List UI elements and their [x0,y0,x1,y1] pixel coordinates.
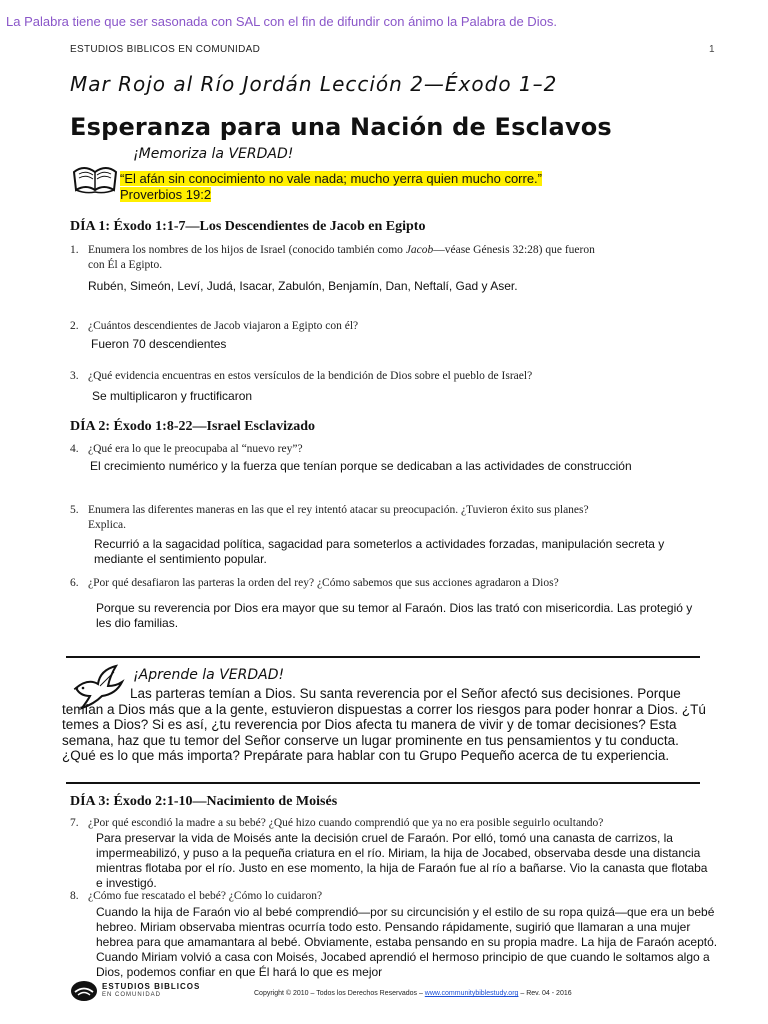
question-7 [70,816,710,831]
day-1-heading: DÍA 1: Éxodo 1:1-7—Los Descendientes de Jacob en Egipto [70,219,426,234]
answer-4: El crecimiento numérico y la fuerza que tenían porque se dedicaban a las actividades de construcción [90,459,632,473]
question-text: ¿Por qué escondió la madre a su bebé? ¿Qué hizo cuando comprendió que ya no era posible seguirlo ocultando? [88,817,604,829]
question-number: 5. [70,504,79,516]
question-text-line2: con Él a Egipto. [88,259,163,271]
question-3 [70,369,710,384]
question-number: 6. [70,577,79,589]
question-number: 3. [70,370,79,382]
question-2 [70,319,710,334]
question-number: 8. [70,890,79,902]
question-number: 7. [70,817,79,829]
learn-heading: ¡Aprende la VERDAD! [133,667,285,683]
day-3-heading: DÍA 3: Éxodo 2:1-10—Nacimiento de Moisés [70,794,338,809]
question-number: 4. [70,443,79,455]
question-text: ¿Qué era lo que le preocupaba al “nuevo rey”? [88,443,303,455]
top-note: La Palabra tiene que ser sasonada con SAL con el fin de difundir con ánimo la Palabra de Dios. [6,14,557,29]
memorize-heading: ¡Memoriza la VERDAD! [133,146,294,162]
page-number: 1 [709,44,715,55]
answer-2: Fueron 70 descendientes [91,337,227,351]
learn-body: Las parteras temían a Dios. Su santa reverencia por el Señor afectó sus decisiones. Porque temían a Dios más que a la gente, estuvieron dispuestas a correr los riesgos para poder honrar a Dios. ¿Tú temes a Dios? Si es así, ¿tu reverencia por Dios afecta tu manera de vivir y de tomar decisiones? Esta semana, haz que tu temor del Señor conserve un lugar prominente en tus pensamientos y tu conducta. ¿Qué es lo que más importa? Prepárate para hablar con tu Grupo Pequeño acerca de tu experiencia. [62,686,706,764]
question-4 [70,442,710,457]
answer-5: Recurrió a la sagacidad política, sagacidad para someterlos a actividades forzadas, manipulación secreta y mediante el sentimiento popular. [94,537,665,566]
memory-verse-reference: Proverbios 19:2 [120,187,212,202]
footer-logo-name: ESTUDIOS BIBLICOS [102,982,201,991]
memory-verse-text: “El afán sin conocimiento no vale nada; mucho yerra quien mucho corre.” [120,171,542,186]
learn-bottom-rule [66,782,700,784]
answer-6: Porque su reverencia por Dios era mayor que su temor al Faraón. Dios las trató con misericordia. Las protegió y les dio familias. [96,601,693,630]
question-text: ¿Cómo fue rescatado el bebé? ¿Cómo lo cuidaron? [88,890,323,902]
question-text: ¿Cuántos descendientes de Jacob viajaron a Egipto con él? [88,320,359,332]
header-org-name: ESTUDIOS BIBLICOS EN COMUNIDAD [70,44,261,55]
question-6 [70,576,710,591]
question-1 [70,243,710,273]
question-number: 1. [70,244,79,256]
day-2-heading: DÍA 2: Éxodo 1:8-22—Israel Esclavizado [70,419,315,434]
copyright-suffix: – Rev. 04 - 2016 [518,990,572,997]
question-text: ¿Por qué desafiaron las parteras la orden del rey? ¿Cómo sabemos que sus acciones agradaron a Dios? [88,577,559,589]
answer-7: Para preservar la vida de Moisés ante la decisión cruel de Faraón. Por elló, tomó una canasta de carrizos, la impermeabilizó, y puso a la pequeña criatura en el río. Miriam, la hija de Jocabed, observaba desde una distancia mientras flotaba por el río. Justo en ese momento, la hija de Faraón fue al río a bañarse. Vio la canasta que flotaba e investigó. [96,831,708,890]
question-text: ¿Qué evidencia encuentras en estos versículos de la bendición de Dios sobre el pueblo de Israel? [88,370,533,382]
learn-top-rule [66,656,700,658]
question-number: 2. [70,320,79,332]
question-italic: Jacob [405,244,434,256]
footer-copyright [254,990,572,997]
open-bible-icon [70,158,120,203]
question-text-line2: Explica. [88,519,126,531]
answer-8: Cuando la hija de Faraón vio al bebé comprendió—por su circuncisión y el estilo de su ropa quizá—que era un bebé hebreo. Miriam observaba mientras ocurría todo esto. Pensando rápidamente, sugirió que llamaran a una mujer hebrea para que amamantara al bebé. Obviamente, estaba pensando en su propia madre. La hija de Faraón aceptó. Cuando Miriam volvió a casa con Moisés, Jocabed aprendió el hermoso principio de que cuando le soltamos algo a Dios, podemos confiar en que Él hará lo que es mejor [96,905,718,979]
answer-3: Se multiplicaron y fructificaron [92,389,253,403]
lesson-title: Mar Rojo al Río Jordán Lección 2—Éxodo 1–2 [70,72,558,96]
question-text: Enumera los nombres de los hijos de Israel (conocido también como [88,244,406,256]
answer-1: Rubén, Simeón, Leví, Judá, Isacar, Zabulón, Benjamín, Dan, Neftalí, Gad y Aser. [88,279,518,293]
question-5 [70,503,710,533]
website-link[interactable]: www.communitybiblestudy.org [424,990,519,997]
memory-verse [120,171,542,203]
cbs-logo-icon [70,980,98,1007]
question-8 [70,889,710,904]
question-text: Enumera las diferentes maneras en las que el rey intentó atacar su preocupación. ¿Tuvieron éxito sus planes? [88,504,589,516]
page-title: Esperanza para una Nación de Esclavos [70,113,612,141]
copyright-prefix: Copyright © 2010 – Todos los Derechos Reservados – [254,990,425,997]
question-text-cont: —véase Génesis 32:28) que fueron [433,244,595,256]
footer-logo-subname: EN COMUNIDAD [102,992,162,998]
